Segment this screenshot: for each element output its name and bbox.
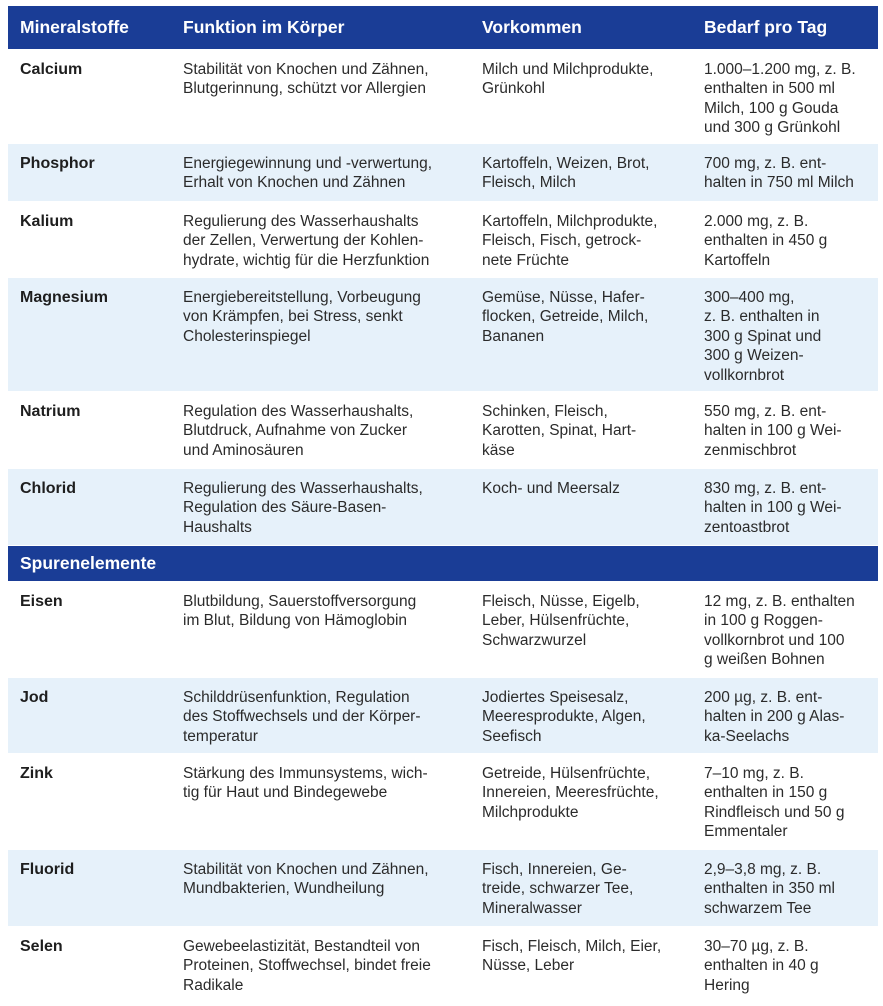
table-header <box>8 6 878 50</box>
section-header-trace-elements <box>8 546 878 582</box>
mineral-table <box>8 6 878 1005</box>
trace-name: Jod <box>20 689 49 706</box>
mineral-name: Kalium <box>20 213 74 230</box>
trace-name: Selen <box>20 938 63 955</box>
table-row <box>8 850 878 927</box>
header-daily-need: Bedarf pro Tag <box>704 16 828 37</box>
mineral-function: Regulation des Wasserhaushalts, Blutdruck, Aufnahme von Zucker und Aminosäuren <box>183 403 414 459</box>
mineral-name: Chlorid <box>20 480 76 497</box>
table-row <box>8 392 878 469</box>
table-row <box>8 678 878 754</box>
mineral-sources: Gemüse, Nüsse, Hafer- flocken, Getreide, Milch, Bananen <box>482 289 649 345</box>
mineral-name: Magnesium <box>20 289 109 306</box>
header-function: Funktion im Körper <box>183 16 345 37</box>
mineral-function: Energiebereitstellung, Vorbeugung von Krämpfen, bei Stress, senkt Cholesterinspiegel <box>183 289 421 345</box>
mineral-function: Stabilität von Knochen und Zähnen, Blutgerinnung, schützt vor Allergien <box>183 61 429 98</box>
trace-sources: Fleisch, Nüsse, Eigelb, Leber, Hülsenfrüchte, Schwarzwurzel <box>482 593 640 649</box>
mineral-sources: Kartoffeln, Weizen, Brot, Fleisch, Milch <box>482 155 650 192</box>
mineral-function: Regulierung des Wasserhaushalts der Zellen, Verwertung der Kohlen- hydrate, wichtig für die Herzfunktion <box>183 213 430 269</box>
table-row <box>8 278 878 392</box>
mineral-name: Phosphor <box>20 155 95 172</box>
mineral-need: 2.000 mg, z. B. enthalten in 450 g Kartoffeln <box>704 213 828 269</box>
trace-sources: Fisch, Innereien, Ge- treide, schwarzer Tee, Mineralwasser <box>482 861 634 917</box>
table-row <box>8 50 878 144</box>
mineral-need: 700 mg, z. B. ent- halten in 750 ml Milch <box>704 155 854 192</box>
mineral-need: 830 mg, z. B. ent- halten in 100 g Wei- zentoastbrot <box>704 480 842 536</box>
trace-need: 200 µg, z. B. ent- halten in 200 g Alas- ka-Seelachs <box>704 689 845 745</box>
section-title: Spurenelemente <box>20 552 157 573</box>
mineral-name: Calcium <box>20 61 83 78</box>
trace-function: Stärkung des Immunsystems, wich- tig für Haut und Bindegewebe <box>183 765 428 802</box>
mineral-name: Natrium <box>20 403 81 420</box>
mineral-sources: Kartoffeln, Milchprodukte, Fleisch, Fisch, getrock- nete Früchte <box>482 213 658 269</box>
table-row <box>8 202 878 278</box>
table-row <box>8 927 878 1005</box>
table-row <box>8 469 878 546</box>
trace-sources: Fisch, Fleisch, Milch, Eier, Nüsse, Leber <box>482 938 662 975</box>
trace-need: 2,9–3,8 mg, z. B. enthalten in 350 ml schwarzem Tee <box>704 861 835 917</box>
trace-name: Zink <box>20 765 53 782</box>
trace-need: 12 mg, z. B. enthalten in 100 g Roggen- vollkornbrot und 100 g weißen Bohnen <box>704 593 855 669</box>
trace-sources: Getreide, Hülsenfrüchte, Innereien, Meeresfrüchte, Milchprodukte <box>482 765 659 821</box>
trace-name: Eisen <box>20 593 63 610</box>
mineral-need: 300–400 mg, z. B. enthalten in 300 g Spinat und 300 g Weizen- vollkornbrot <box>704 289 822 384</box>
trace-function: Schilddrüsenfunktion, Regulation des Stoffwechsels und der Körper- temperatur <box>183 689 421 745</box>
mineral-sources: Schinken, Fleisch, Karotten, Spinat, Hart- käse <box>482 403 637 459</box>
trace-name: Fluorid <box>20 861 75 878</box>
mineral-function: Energiegewinnung und -verwertung, Erhalt von Knochen und Zähnen <box>183 155 433 192</box>
trace-function: Stabilität von Knochen und Zähnen, Mundbakterien, Wundheilung <box>183 861 429 898</box>
trace-function: Gewebeelastizität, Bestandteil von Proteinen, Stoffwechsel, bindet freie Radikale <box>183 938 431 994</box>
mineral-sources: Milch und Milchprodukte, Grünkohl <box>482 61 654 98</box>
mineral-function: Regulierung des Wasserhaushalts, Regulation des Säure-Basen- Haushalts <box>183 480 423 536</box>
header-sources: Vorkommen <box>482 16 582 37</box>
trace-sources: Jodiertes Speisesalz, Meeresprodukte, Algen, Seefisch <box>482 689 646 745</box>
table-row <box>8 754 878 850</box>
trace-function: Blutbildung, Sauerstoffversorgung im Blut, Bildung von Hämoglobin <box>183 593 417 630</box>
trace-need: 30–70 µg, z. B. enthalten in 40 g Hering <box>704 938 819 994</box>
trace-need: 7–10 mg, z. B. enthalten in 150 g Rindfleisch und 50 g Emmentaler <box>704 765 845 841</box>
mineral-sources: Koch- und Meersalz <box>482 480 620 497</box>
header-mineral: Mineralstoffe <box>20 16 129 37</box>
table-row <box>8 144 878 202</box>
table-row <box>8 582 878 678</box>
mineral-need: 1.000–1.200 mg, z. B. enthalten in 500 ml Milch, 100 g Gouda und 300 g Grünkohl <box>704 61 856 137</box>
mineral-need: 550 mg, z. B. ent- halten in 100 g Wei- zenmischbrot <box>704 403 842 459</box>
